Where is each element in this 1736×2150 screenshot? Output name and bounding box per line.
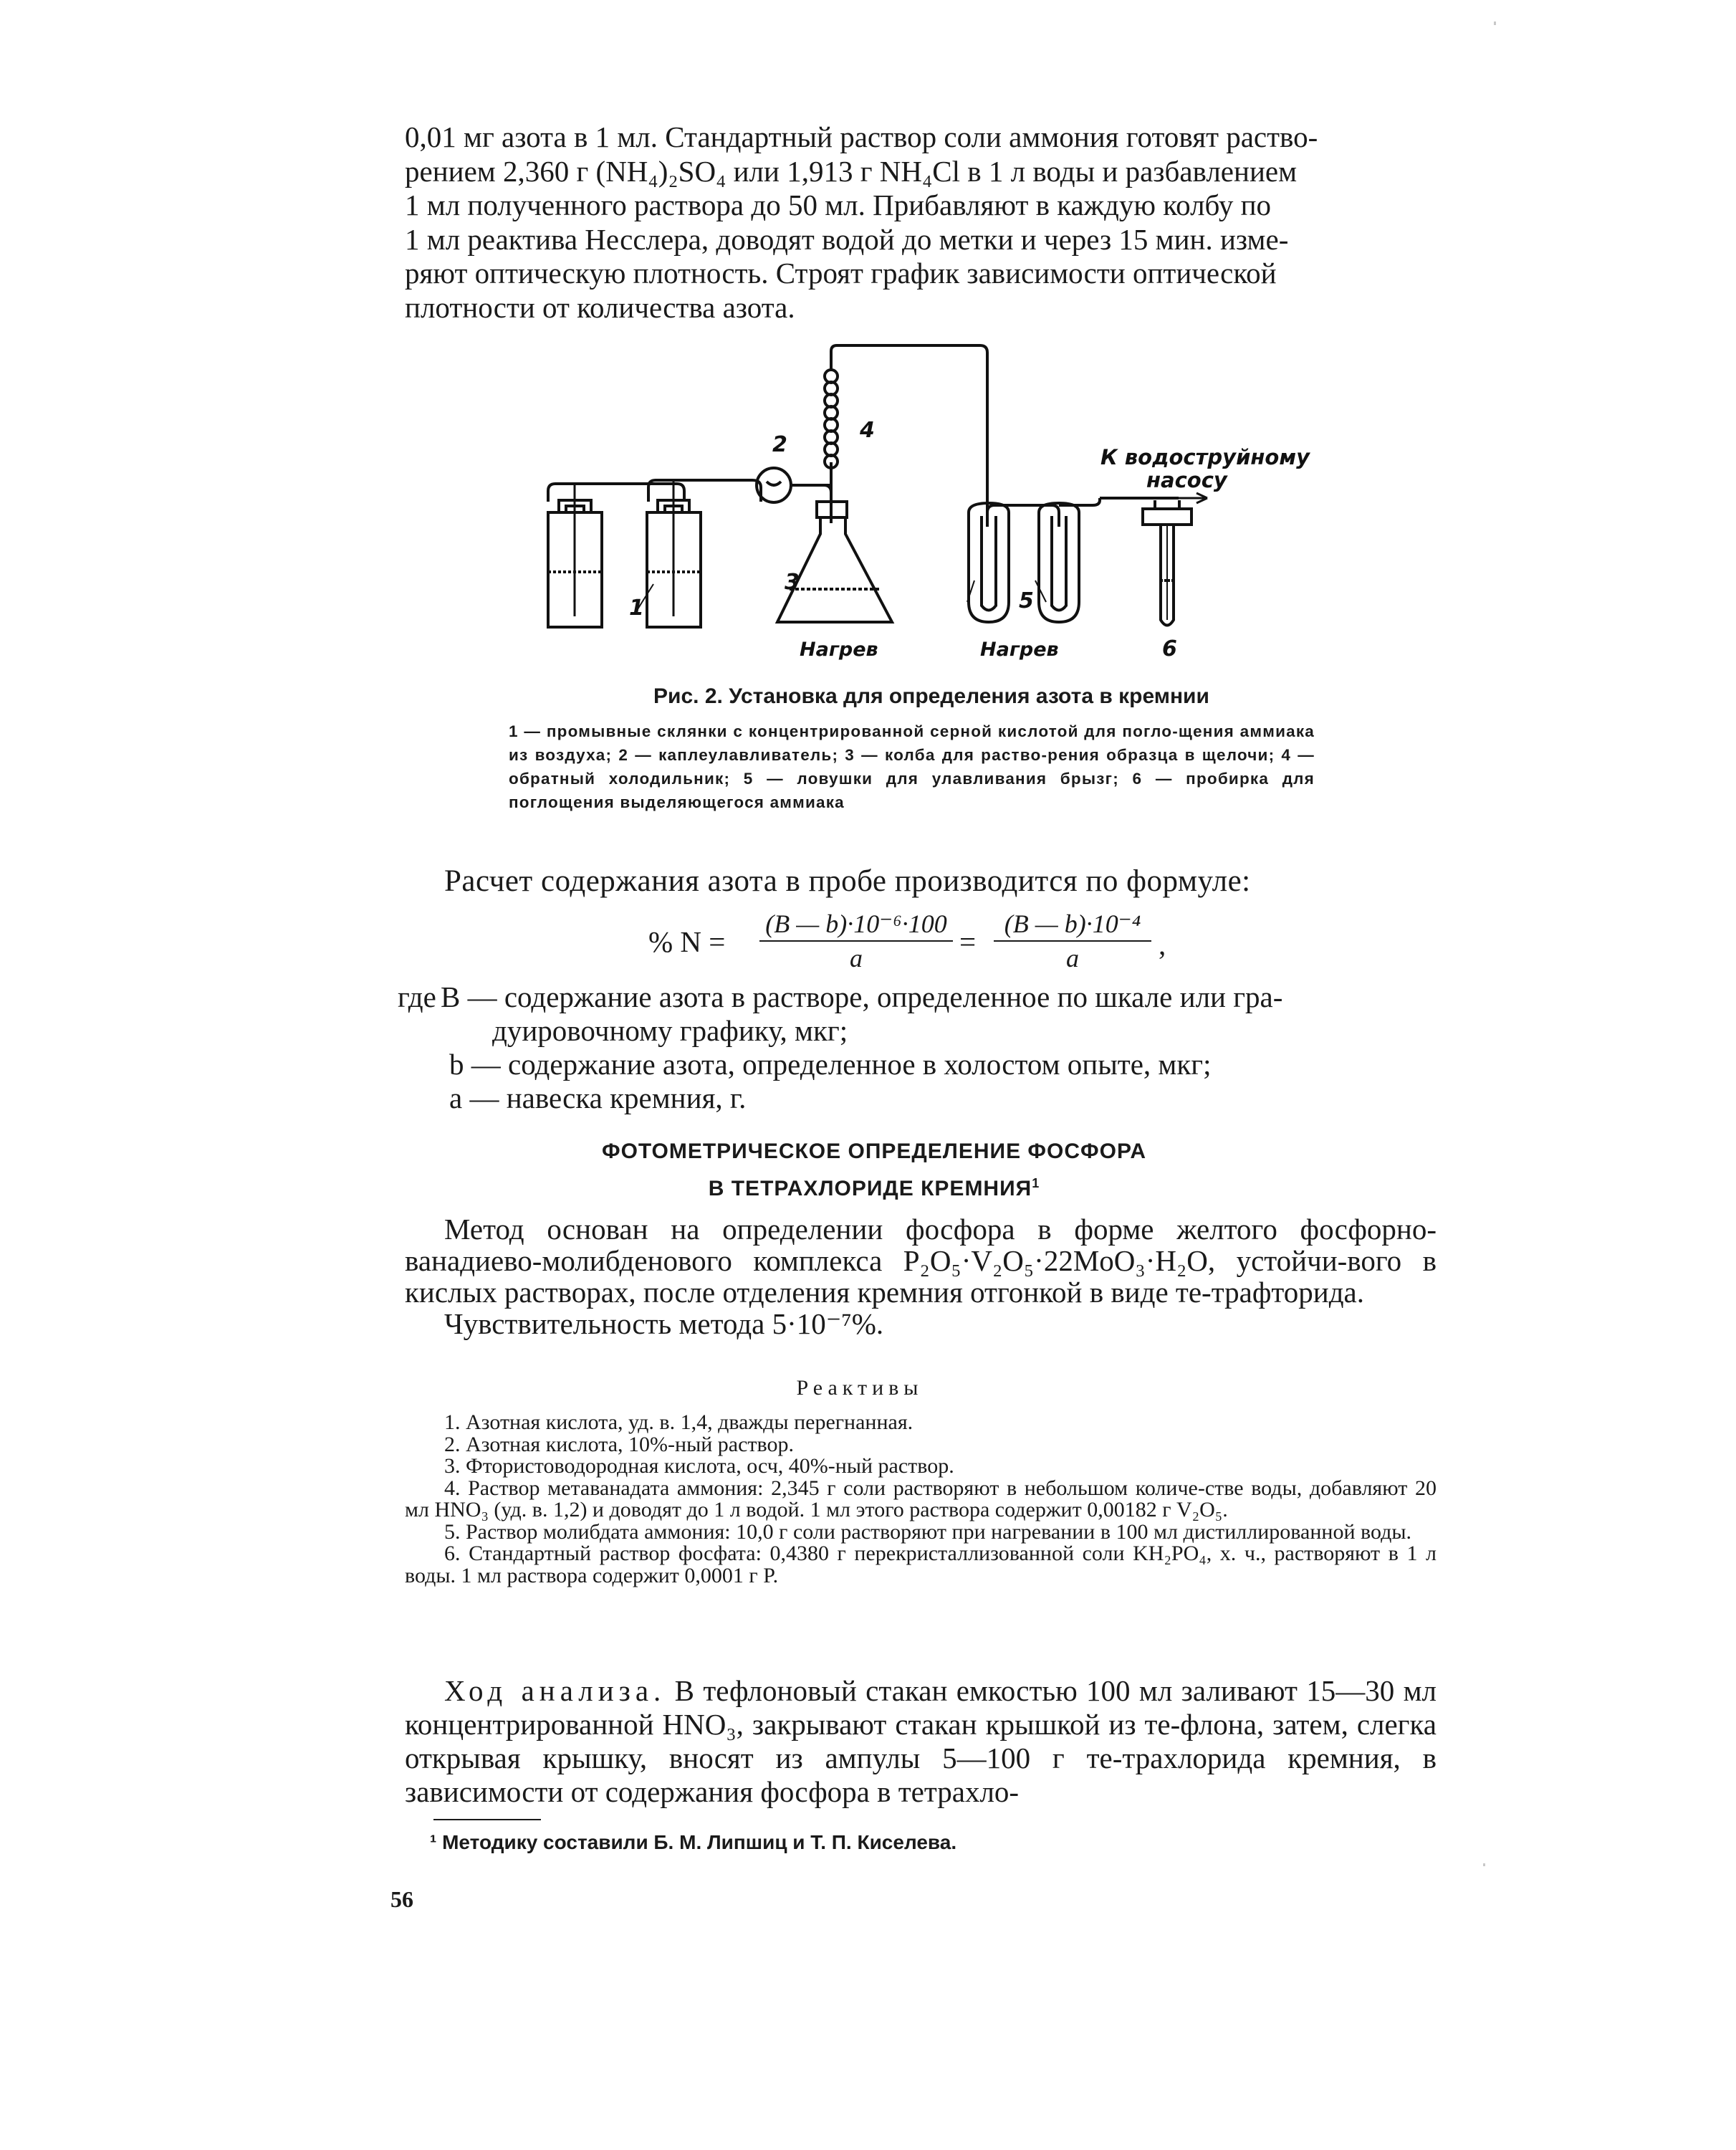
formula-denominator-1: a [850,944,863,973]
intro-line: 1 мл полученного раствора до 50 мл. Прибавляют в каждую колбу по [405,188,1272,221]
label-5: 5 [1019,588,1034,613]
where-prefix: где [398,980,436,1013]
footnote-rule [433,1819,541,1820]
label-6: 6 [1162,636,1177,661]
formula-numerator-2: (B — b)·10⁻⁴ [994,909,1151,942]
intro-line: плотности от количества азота. [405,290,795,324]
reagent-item: 3. Фтористоводородная кислота, осч, 40%-ный раствор. [444,1454,954,1478]
label-pump-line2: насосу [1146,468,1227,492]
intro-line: ряют оптическую плотность. Строят график зависимости оптической [405,257,1277,290]
label-4: 4 [860,418,875,443]
section-title-line1: ФОТОМЕТРИЧЕСКОЕ ОПРЕДЕЛЕНИЕ ФОСФОРА [601,1140,1146,1163]
formula-fraction-2 [994,909,1151,973]
figure-caption: Рис. 2. Установка для определения азота в кремнии [653,684,1209,708]
method-description [405,1213,1437,1339]
flask [777,502,892,622]
bottle-left [548,484,602,627]
analysis-heading: Ход анализа. [444,1674,666,1707]
intro-line: 1 мл реактива Несслера, доводят водой до метки и через 15 мин. изме- [405,222,1289,256]
intro-paragraph [405,120,1437,325]
figure-legend: 1 — промывные склянки с концентрированной серной кислотой для погло-щения аммиака из воздуха; 2 — каплеулавливатель; 3 — колба для раство-рения образца в щелочи; 4 — обратный холодильник; 5 — ловушки для улавливания брызг; 6 — пробирка для поглощения выделяющегося аммиака [509,722,1315,811]
formula-numerator-1: (B — b)·10⁻⁶·100 [759,909,953,942]
analysis-paragraph [405,1674,1437,1809]
section-title-line2: В ТЕТРАХЛОРИДЕ КРЕМНИЯ [708,1177,1032,1200]
intro-line: рением 2,360 г (NH₄)₂SO₄ или 1,913 г NH₄Cl в 1 л воды и разбавлением [405,154,1298,188]
formula-lhs: % N = [648,925,726,958]
analysis-text: В тефлоновый стакан емкостью 100 мл заливают 15—30 мл концентрированной HNO₃, закрывают стакан крышкой из те-флона, затем, слегка открывая крышку, вносят из ампулы 5—100 г те-трахлорида кремния, в зависимости от содержания фосфора в тетрахло- [405,1674,1437,1808]
definition-B [398,980,1437,1014]
scan-edge-mark [1494,22,1496,25]
tube-condenser-to-traps [831,345,987,527]
label-3: 3 [785,570,800,595]
footnote: ¹ Методику составили Б. М. Липшиц и Т. П. Киселева. [430,1831,957,1853]
definition-b: b — содержание азота, определенное в холостом опыте, мкг; [449,1048,1212,1081]
label-heat-flask: Нагрев [800,639,878,661]
label-2: 2 [772,432,787,457]
reagent-item: 1. Азотная кислота, уд. в. 1,4, дважды перегнанная. [444,1410,913,1434]
formula-fraction-1 [759,909,953,973]
apparatus-diagram [530,337,1318,666]
apparatus-figure [530,337,1318,666]
formula-equals: = [959,925,977,958]
definition-a: a — навеска кремния, г. [449,1081,747,1114]
method-sensitivity: Чувствительность метода 5·10⁻⁷%. [444,1307,884,1340]
section-title-line2-wrap [516,1167,1232,1205]
analysis-procedure [405,1674,1437,1809]
definition-B-cont: дуировочному графику, мкг; [492,1014,848,1047]
method-paragraph: Метод основан на определении фосфора в форме желтого фосфорно-ванадиево-молибденового комплекса P₂O₅·V₂O₅·22MoO₃·H₂O, устойчи-вого в кислых растворах, после отделения кремния отгонкой в виде те-трафторида. [405,1213,1437,1309]
formula-comma: , [1159,928,1166,961]
nitrogen-formula [648,909,1222,973]
tube-between-traps [987,505,1059,527]
section-title [516,1136,1232,1205]
formula-denominator-2: a [1066,944,1079,973]
bottle-right [647,480,701,627]
label-heat-traps: Нагрев [980,639,1059,661]
variable-definitions [398,980,1437,1115]
reagents-title: Реактивы [796,1376,924,1400]
reagent-item: 5. Раствор молибдата аммония: 10,0 г соли растворяют при нагревании в 100 мл дистиллированной воды. [444,1519,1412,1544]
reagents-list [405,1412,1437,1587]
reflux-condenser [825,370,838,468]
calc-intro: Расчет содержания азота в пробе производится по формуле: [444,864,1251,898]
reagent-item: 6. Стандартный раствор фосфата: 0,4380 г перекристаллизованной соли KH₂PO₄, х. ч., растворяют в 1 л воды. 1 мл раствора содержит 0,0001 г P. [405,1542,1437,1587]
label-pump-line1: К водоструйному [1100,445,1310,469]
intro-line: 0,01 мг азота в 1 мл. Стандартный раствор соли аммония готовят раство- [405,120,1318,153]
page-number: 56 [390,1886,413,1912]
section-footnote-mark: 1 [1032,1176,1040,1190]
reagent-item: 2. Азотная кислота, 10%-ный раствор. [444,1432,794,1456]
absorber-tube [1143,500,1191,626]
scan-edge-mark [1483,1863,1485,1866]
definition-B-line1: B — содержание азота в растворе, определенное по шкале или гра- [441,980,1283,1013]
label-1: 1 [629,596,644,621]
reagent-item: 4. Раствор метаванадата аммония: 2,345 г соли растворяют в небольшом количе-стве воды, добавляют 20 мл HNO₃ (уд. в. 1,2) и доводят до 1 л водой. 1 мл этого раствора содержит 0,00182 г V₂O₅. [405,1476,1437,1521]
